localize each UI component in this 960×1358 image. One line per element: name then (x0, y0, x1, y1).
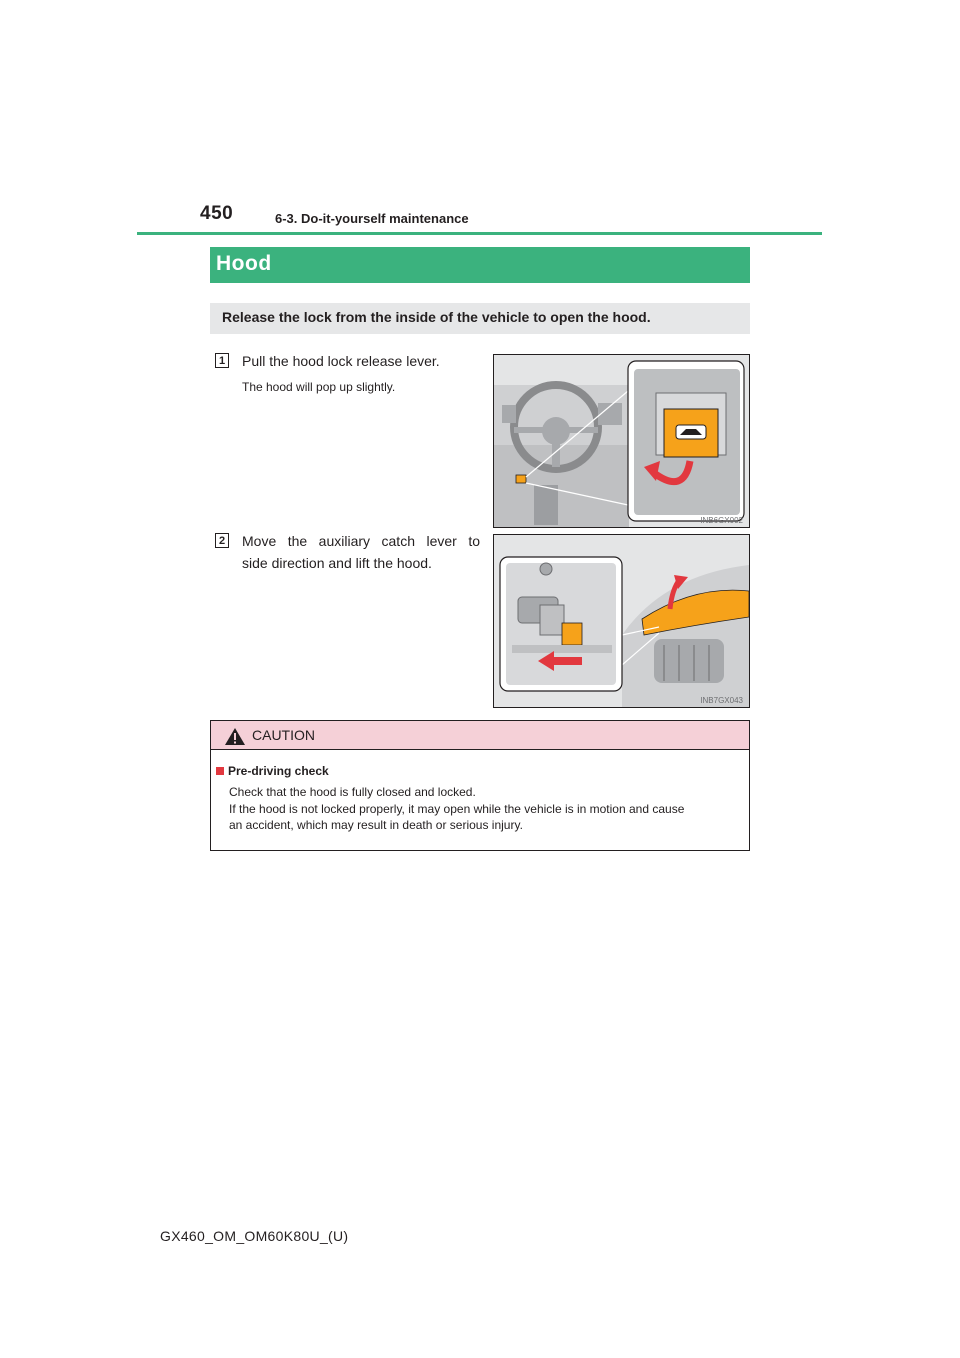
step-2-text-line-1: Move the auxiliary catch lever to (242, 533, 480, 549)
step-2-text-line-2: side direction and lift the hood. (242, 555, 432, 571)
page-number: 450 (200, 203, 234, 224)
caution-heading-row (216, 764, 329, 778)
caution-title: CAUTION (252, 727, 315, 743)
auxiliary-catch-figure (493, 534, 750, 708)
page-title: Hood (216, 252, 272, 275)
hood-release-lever-figure (493, 354, 750, 528)
document-code: GX460_OM_OM60K80U_(U) (160, 1228, 349, 1244)
intro-text: Release the lock from the inside of the vehicle to open the hood. (222, 309, 651, 325)
title-bar (210, 247, 750, 283)
warning-triangle-icon (224, 727, 246, 746)
figure-code-1: INB6GX002 (700, 516, 743, 525)
caution-line-3: an accident, which may result in death or serious injury. (229, 818, 523, 832)
step-1-note: The hood will pop up slightly. (242, 380, 396, 394)
bullet-square-icon (216, 767, 224, 775)
header-rule (137, 232, 822, 235)
section-label: 6-3. Do-it-yourself maintenance (275, 211, 469, 226)
caution-body (229, 784, 744, 834)
step-number-2: 2 (215, 533, 229, 548)
figure-code-2: INB7GX043 (700, 696, 743, 705)
step-1-text: Pull the hood lock release lever. (242, 353, 440, 369)
caution-line-2: If the hood is not locked properly, it may open while the vehicle is in motion and cause (229, 801, 685, 816)
caution-heading: Pre-driving check (228, 764, 329, 778)
caution-line-1: Check that the hood is fully closed and locked. (229, 785, 476, 799)
step-number-1: 1 (215, 353, 229, 368)
